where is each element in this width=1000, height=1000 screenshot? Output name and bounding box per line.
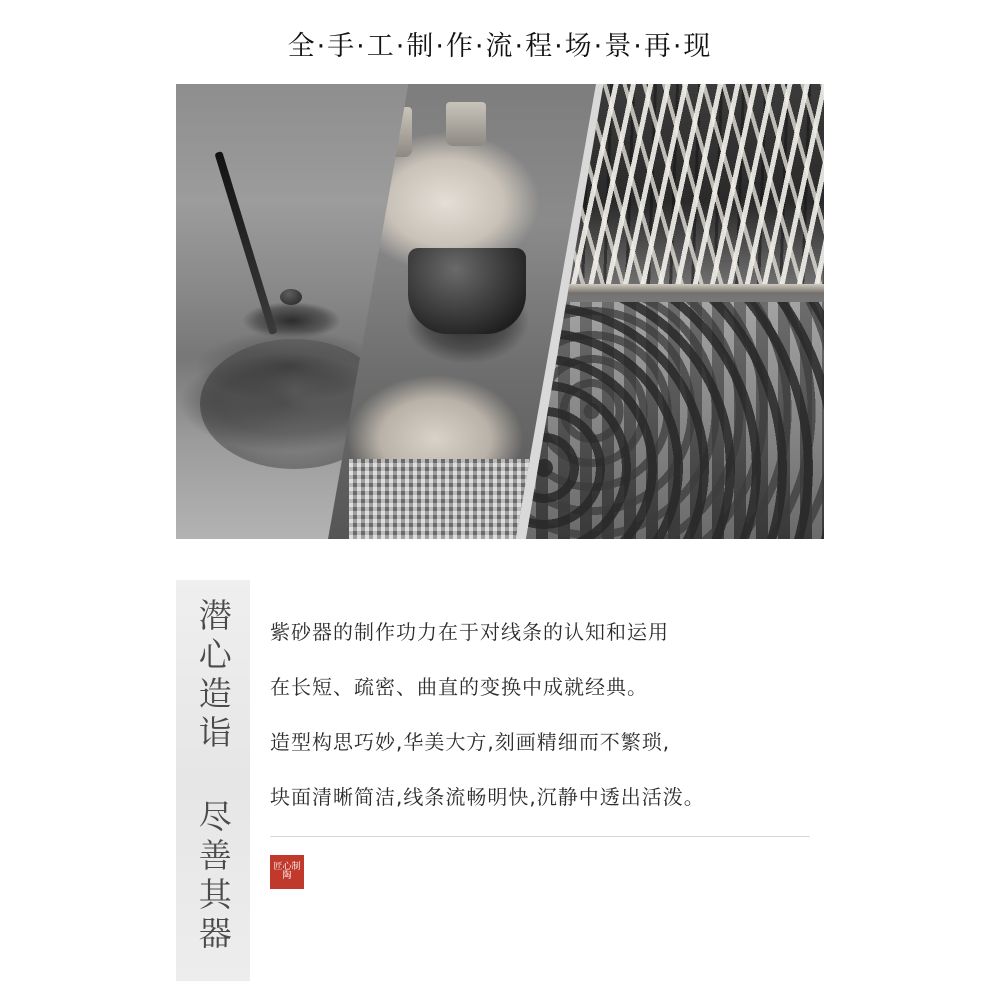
vertical-title-text: 潜心造诣 尽善其器 [193, 598, 233, 955]
feature-section [176, 580, 876, 981]
shelf-edge-shape [526, 284, 824, 294]
feature-paragraph-2: 在长短、疏密、曲直的变换中成就经典。 [270, 675, 648, 699]
clay-lid-shape [280, 289, 302, 305]
feature-paragraph-4: 块面清晰简洁,线条流畅明快,沉静中透出活泼。 [270, 785, 705, 809]
shaping-tool-shape [214, 151, 277, 335]
clay-cup-b-shape [446, 102, 486, 146]
vertical-title-panel [176, 580, 250, 981]
clay-pot-shape [408, 248, 526, 334]
feature-paragraph-3: 造型构思巧妙,华美大方,刻画精细而不繁琐, [270, 730, 671, 754]
feature-body [270, 580, 876, 889]
clay-cones-shape [526, 302, 824, 539]
divider [270, 836, 810, 837]
page-title: 全·手·工·制·作·流·程·场·景·再·现 [287, 31, 713, 62]
process-image-gallery [176, 84, 824, 539]
feature-paragraph-1: 紫砂器的制作功力在于对线条的认知和运用 [270, 620, 669, 644]
seal-stamp: 匠心制陶 [270, 855, 304, 889]
